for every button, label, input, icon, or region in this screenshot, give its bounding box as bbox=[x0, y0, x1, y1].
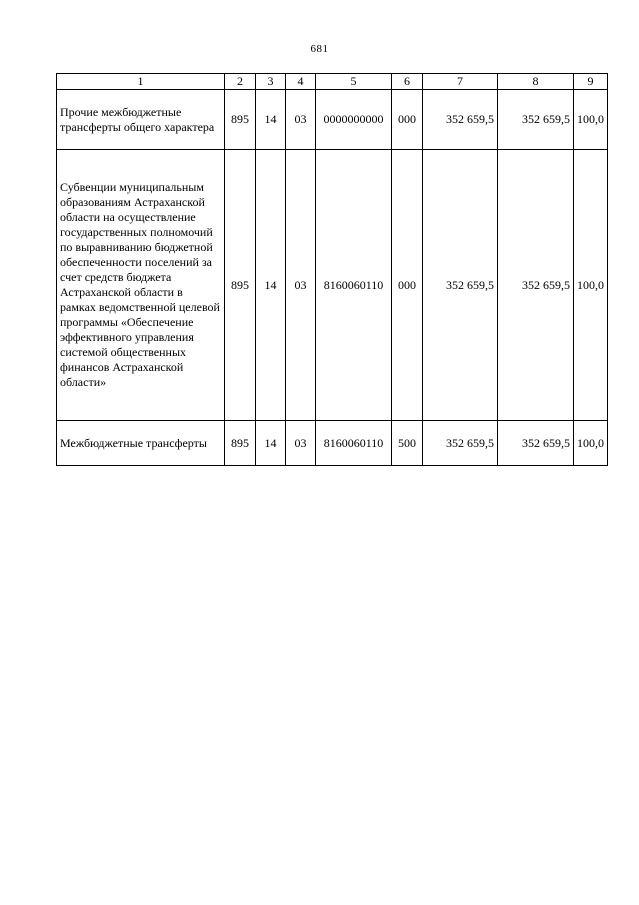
table-row bbox=[57, 90, 608, 150]
table-row bbox=[57, 150, 608, 421]
cell-section: 14 bbox=[256, 90, 286, 150]
cell-amount-7: 352 659,5 bbox=[423, 421, 498, 466]
cell-percent: 100,0 bbox=[574, 90, 608, 150]
cell-admin-code: 895 bbox=[225, 90, 256, 150]
column-header-4: 4 bbox=[286, 74, 316, 90]
cell-expense-type: 000 bbox=[392, 150, 423, 421]
column-header-1: 1 bbox=[57, 74, 225, 90]
row-name: Межбюджетные трансферты bbox=[57, 421, 225, 466]
cell-admin-code: 895 bbox=[225, 421, 256, 466]
cell-target-article: 8160060110 bbox=[316, 150, 392, 421]
page-number: 681 bbox=[310, 43, 329, 55]
cell-section: 14 bbox=[256, 421, 286, 466]
cell-admin-code: 895 bbox=[225, 150, 256, 421]
column-header-3: 3 bbox=[256, 74, 286, 90]
column-header-8: 8 bbox=[498, 74, 574, 90]
cell-target-article: 8160060110 bbox=[316, 421, 392, 466]
column-header-7: 7 bbox=[423, 74, 498, 90]
cell-expense-type: 500 bbox=[392, 421, 423, 466]
cell-percent: 100,0 bbox=[574, 421, 608, 466]
cell-percent: 100,0 bbox=[574, 150, 608, 421]
budget-table bbox=[56, 73, 608, 466]
column-header-6: 6 bbox=[392, 74, 423, 90]
column-header-2: 2 bbox=[225, 74, 256, 90]
row-name: Прочие межбюджетные трансферты общего характера bbox=[57, 90, 225, 150]
cell-expense-type: 000 bbox=[392, 90, 423, 150]
row-name: Субвенции муниципальным образованиям Астраханской области на осуществление государственных полномочий по выравниванию бюджетной обеспеченности поселений за счет средств бюджета Астраханской области в рамках ведомственной целевой программы «Обеспечение эффективного управления системой общественных финансов Астраханской области» bbox=[57, 150, 225, 421]
cell-amount-8: 352 659,5 bbox=[498, 421, 574, 466]
header-row bbox=[57, 74, 608, 90]
cell-amount-7: 352 659,5 bbox=[423, 150, 498, 421]
cell-subsection: 03 bbox=[286, 90, 316, 150]
column-header-5: 5 bbox=[316, 74, 392, 90]
table-row bbox=[57, 421, 608, 466]
cell-amount-8: 352 659,5 bbox=[498, 150, 574, 421]
cell-subsection: 03 bbox=[286, 421, 316, 466]
cell-amount-7: 352 659,5 bbox=[423, 90, 498, 150]
cell-section: 14 bbox=[256, 150, 286, 421]
cell-subsection: 03 bbox=[286, 150, 316, 421]
cell-target-article: 0000000000 bbox=[316, 90, 392, 150]
column-header-9: 9 bbox=[574, 74, 608, 90]
cell-amount-8: 352 659,5 bbox=[498, 90, 574, 150]
